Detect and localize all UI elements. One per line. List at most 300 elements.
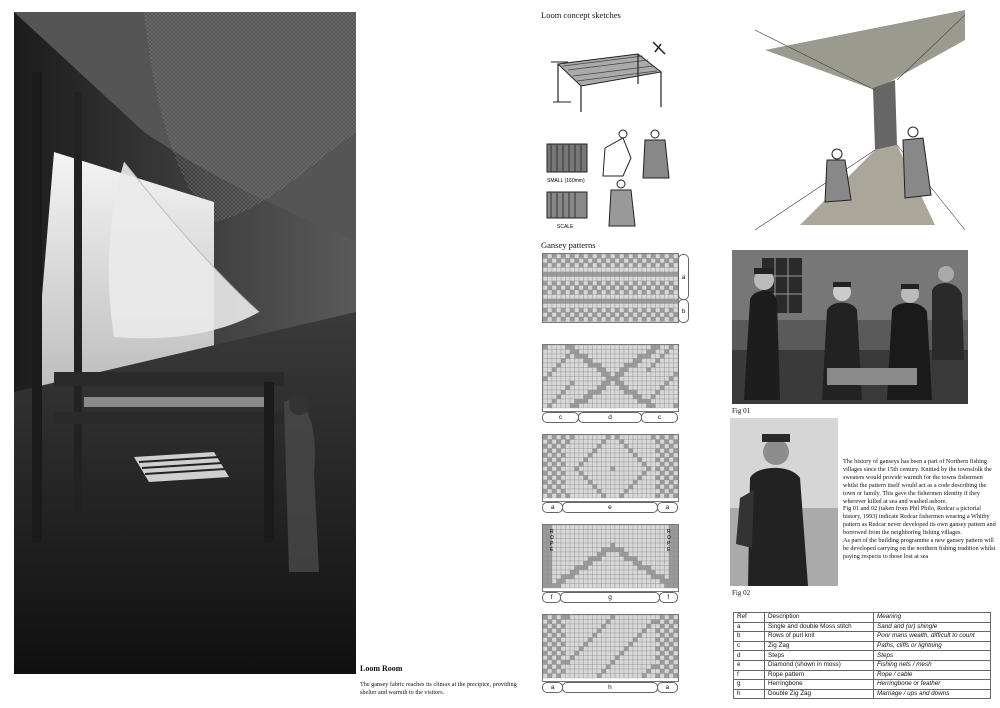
knit-cell (575, 570, 580, 575)
knit-cell (606, 290, 611, 295)
knit-cell (624, 669, 629, 674)
gansey-tab: a (542, 682, 563, 693)
knit-cell (606, 534, 611, 539)
knit-cell (584, 295, 589, 300)
knit-cell (606, 660, 611, 665)
knit-cell (602, 281, 607, 286)
knit-cell (615, 548, 620, 553)
knit-cell (615, 286, 620, 291)
knit-cell (647, 308, 652, 313)
knit-cell (593, 638, 598, 643)
knit-cell (570, 286, 575, 291)
knit-cell (660, 620, 665, 625)
knit-cell (597, 350, 602, 355)
knit-cell (575, 263, 580, 268)
knit-cell (674, 548, 679, 553)
knit-cell (575, 638, 580, 643)
knit-cell (633, 656, 638, 661)
knit-cell (570, 647, 575, 652)
history-paragraph-1: The history of ganseys has been a part of Northern fishing villages since the 15th century. Knitted by the townsfolk the sweaters would provide warmth for the towns fishermen whilst the pattern itself would act as a code describing the town or family. This gave the fishermen identity if they wherever killed at sea and washed ashore. (843, 458, 992, 505)
knit-cell (656, 395, 661, 400)
knit-cell (561, 471, 566, 476)
knit-cell (566, 651, 571, 656)
knit-cell (674, 530, 679, 535)
knit-cell (629, 543, 634, 548)
knit-cell (620, 399, 625, 404)
knit-cell (593, 313, 598, 318)
knit-cell (543, 471, 548, 476)
knit-cell (566, 377, 571, 382)
knit-cell (602, 313, 607, 318)
table-row (734, 670, 991, 680)
knit-cell (669, 656, 674, 661)
knit-cell (543, 263, 548, 268)
knit-cell (543, 345, 548, 350)
knit-cell (629, 615, 634, 620)
knit-cell (588, 525, 593, 530)
knit-cell (656, 651, 661, 656)
knit-cell (638, 290, 643, 295)
knit-cell (597, 345, 602, 350)
knit-cell (620, 440, 625, 445)
knit-cell (633, 386, 638, 391)
knit-cell (638, 377, 643, 382)
knit-cell (638, 615, 643, 620)
cell-description: Steps (765, 651, 874, 661)
knit-cell (566, 669, 571, 674)
knit-cell (624, 377, 629, 382)
knit-cell (665, 377, 670, 382)
knit-cell (552, 570, 557, 575)
knit-cell (633, 575, 638, 580)
knit-cell (615, 390, 620, 395)
knit-cell (588, 476, 593, 481)
knit-cell (633, 566, 638, 571)
knit-cell (561, 286, 566, 291)
knit-cell (611, 629, 616, 634)
knit-cell (647, 629, 652, 634)
knit-cell (597, 304, 602, 309)
gansey-panel-1-tab-a: a (678, 254, 689, 300)
knit-cell (566, 476, 571, 481)
knit-cell (566, 381, 571, 386)
knit-cell (611, 471, 616, 476)
knit-cell (557, 476, 562, 481)
knit-cell (593, 290, 598, 295)
knit-cell (665, 494, 670, 499)
knit-cell (570, 539, 575, 544)
knit-cell (629, 579, 634, 584)
knit-cell (543, 494, 548, 499)
knit-cell (633, 317, 638, 322)
knit-cell (647, 615, 652, 620)
knit-cell (665, 299, 670, 304)
knit-cell (543, 368, 548, 373)
knit-cell (557, 350, 562, 355)
knit-cell (611, 566, 616, 571)
knit-cell (566, 615, 571, 620)
knit-cell (660, 584, 665, 589)
knit-cell (606, 570, 611, 575)
knit-cell (615, 471, 620, 476)
knit-cell (620, 462, 625, 467)
knit-cell (543, 543, 548, 548)
knit-cell (656, 290, 661, 295)
knit-cell (584, 579, 589, 584)
rope-letter: E (667, 547, 671, 553)
knit-cell (570, 254, 575, 259)
gansey-panel-1-pattern (543, 254, 678, 322)
knit-cell (647, 642, 652, 647)
knit-cell (543, 651, 548, 656)
knit-cell (620, 295, 625, 300)
knit-cell (593, 570, 598, 575)
knit-cell (566, 642, 571, 647)
knit-cell (588, 290, 593, 295)
cell-meaning: Poor mans wealth, difficult to count (874, 632, 991, 642)
knit-cell (575, 620, 580, 625)
knit-cell (561, 480, 566, 485)
knit-cell (615, 350, 620, 355)
knit-cell (602, 386, 607, 391)
knit-cell (615, 317, 620, 322)
knit-cell (660, 579, 665, 584)
knit-cell (543, 259, 548, 264)
knit-cell (638, 566, 643, 571)
knit-cell (615, 467, 620, 472)
knit-cell (660, 313, 665, 318)
knit-cell (584, 386, 589, 391)
knit-cell (575, 399, 580, 404)
knit-cell (557, 313, 562, 318)
knit-cell (674, 656, 679, 661)
knit-cell (647, 304, 652, 309)
knit-cell (597, 313, 602, 318)
knit-cell (548, 494, 553, 499)
knit-cell (566, 444, 571, 449)
knit-cell (543, 647, 548, 652)
knit-cell (647, 633, 652, 638)
knit-cell (588, 539, 593, 544)
knit-cell (561, 404, 566, 409)
knit-cell (611, 272, 616, 277)
knit-cell (669, 440, 674, 445)
knit-cell (602, 584, 607, 589)
knit-cell (669, 435, 674, 440)
knit-cell (629, 467, 634, 472)
knit-cell (561, 584, 566, 589)
knit-cell (665, 620, 670, 625)
knit-cell (656, 368, 661, 373)
knit-cell (660, 642, 665, 647)
knit-cell (557, 435, 562, 440)
knit-cell (651, 561, 656, 566)
gansey-panel-3-pattern (543, 435, 678, 501)
knit-cell (674, 651, 679, 656)
knit-cell (548, 638, 553, 643)
knit-cell (543, 656, 548, 661)
knit-cell (674, 435, 679, 440)
knit-cell (629, 647, 634, 652)
knit-cell (633, 440, 638, 445)
knit-cell (570, 615, 575, 620)
knit-cell (584, 449, 589, 454)
knit-cell (602, 354, 607, 359)
knit-cell (588, 480, 593, 485)
knit-cell (566, 390, 571, 395)
knit-cell (602, 372, 607, 377)
knit-cell (660, 552, 665, 557)
knit-cell (633, 615, 638, 620)
knit-cell (638, 277, 643, 282)
knit-cell (602, 345, 607, 350)
knit-cell (575, 458, 580, 463)
knit-cell (606, 579, 611, 584)
knit-cell (597, 368, 602, 373)
knit-cell (611, 651, 616, 656)
knit-cell (647, 476, 652, 481)
knit-cell (552, 308, 557, 313)
knit-cell (570, 476, 575, 481)
knit-cell (575, 530, 580, 535)
cell-meaning: Sand and (or) shingle (874, 622, 991, 632)
knit-cell (584, 665, 589, 670)
knit-cell (638, 548, 643, 553)
knit-cell (570, 363, 575, 368)
knit-cell (552, 669, 557, 674)
knit-cell (593, 381, 598, 386)
knit-cell (615, 552, 620, 557)
knit-cell (543, 638, 548, 643)
knit-cell (579, 368, 584, 373)
knit-cell (647, 467, 652, 472)
knit-cell (570, 525, 575, 530)
knit-cell (651, 386, 656, 391)
knit-cell (656, 494, 661, 499)
knit-cell (651, 647, 656, 652)
knit-cell (597, 561, 602, 566)
knit-cell (624, 345, 629, 350)
knit-cell (638, 584, 643, 589)
knit-cell (548, 629, 553, 634)
knit-cell (575, 395, 580, 400)
knit-cell (575, 254, 580, 259)
knit-cell (597, 530, 602, 535)
knit-cell (629, 435, 634, 440)
knit-cell (642, 575, 647, 580)
knit-cell (660, 281, 665, 286)
knit-cell (665, 674, 670, 679)
knit-cell (651, 615, 656, 620)
knit-cell (606, 381, 611, 386)
knit-cell (642, 390, 647, 395)
knit-cell (584, 642, 589, 647)
knit-cell (597, 381, 602, 386)
knit-cell (543, 660, 548, 665)
knit-cell (602, 272, 607, 277)
knit-cell (629, 313, 634, 318)
knit-cell (665, 435, 670, 440)
knit-cell (602, 660, 607, 665)
knit-cell (566, 629, 571, 634)
knit-cell (593, 651, 598, 656)
knit-cell (669, 651, 674, 656)
knit-cell (656, 435, 661, 440)
knit-cell (669, 354, 674, 359)
knit-cell (665, 281, 670, 286)
knit-cell (624, 467, 629, 472)
knit-cell (656, 561, 661, 566)
knit-cell (651, 579, 656, 584)
knit-cell (579, 480, 584, 485)
knit-cell (570, 449, 575, 454)
knit-cell (588, 259, 593, 264)
knit-cell (593, 299, 598, 304)
knit-cell (543, 534, 548, 539)
knit-cell (561, 399, 566, 404)
knit-cell (674, 381, 679, 386)
knit-cell (674, 377, 679, 382)
knit-cell (588, 304, 593, 309)
knit-cell (602, 444, 607, 449)
knit-cell (597, 584, 602, 589)
knit-cell (597, 372, 602, 377)
knit-cell (624, 471, 629, 476)
knit-cell (579, 404, 584, 409)
knit-cell (575, 259, 580, 264)
knit-cell (638, 660, 643, 665)
knit-cell (566, 404, 571, 409)
knit-cell (665, 665, 670, 670)
knit-cell (579, 584, 584, 589)
knit-cell (660, 381, 665, 386)
knit-cell (642, 462, 647, 467)
knit-cell (561, 354, 566, 359)
knit-cell (620, 656, 625, 661)
knit-cell (543, 552, 548, 557)
knit-cell (620, 372, 625, 377)
knit-cell (593, 467, 598, 472)
knit-cell (579, 566, 584, 571)
knit-cell (651, 263, 656, 268)
knit-cell (602, 290, 607, 295)
knit-cell (579, 570, 584, 575)
knit-cell (593, 489, 598, 494)
knit-cell (633, 368, 638, 373)
knit-cell (638, 462, 643, 467)
knit-cell (570, 669, 575, 674)
knit-cell (615, 435, 620, 440)
table-row (734, 689, 991, 699)
knit-cell (669, 281, 674, 286)
knit-cell (606, 620, 611, 625)
knit-cell (642, 259, 647, 264)
knit-cell (579, 665, 584, 670)
knit-cell (624, 476, 629, 481)
knit-cell (561, 674, 566, 679)
knit-cell (570, 462, 575, 467)
knit-cell (602, 268, 607, 273)
knit-cell (620, 530, 625, 535)
knit-cell (584, 656, 589, 661)
knit-cell (647, 647, 652, 652)
knit-cell (611, 656, 616, 661)
knit-cell (669, 444, 674, 449)
knit-cell (543, 615, 548, 620)
gansey-panel-2-pattern (543, 345, 678, 411)
knit-cell (611, 552, 616, 557)
knit-cell (669, 363, 674, 368)
knit-cell (552, 295, 557, 300)
knit-cell (602, 263, 607, 268)
knit-cell (579, 399, 584, 404)
knit-cell (665, 638, 670, 643)
loom-sketch-2 (543, 128, 678, 236)
knit-cell (561, 390, 566, 395)
knit-cell (593, 629, 598, 634)
knit-cell (674, 471, 679, 476)
knit-cell (651, 272, 656, 277)
knit-cell (588, 660, 593, 665)
knit-cell (665, 647, 670, 652)
knit-cell (584, 299, 589, 304)
knit-cell (620, 350, 625, 355)
knit-cell (570, 295, 575, 300)
knit-cell (660, 566, 665, 571)
knit-cell (669, 467, 674, 472)
knit-cell (620, 557, 625, 562)
knit-cell (674, 534, 679, 539)
knit-cell (647, 404, 652, 409)
knit-cell (642, 534, 647, 539)
knit-cell (665, 372, 670, 377)
header-meaning: Meaning (874, 613, 991, 623)
knit-cell (665, 354, 670, 359)
knit-cell (633, 539, 638, 544)
knit-cell (642, 471, 647, 476)
knit-cell (620, 453, 625, 458)
gansey-tab: c (542, 412, 579, 423)
knit-cell (656, 386, 661, 391)
knit-cell (566, 543, 571, 548)
knit-cell (660, 295, 665, 300)
knit-cell (548, 633, 553, 638)
knit-cell (579, 372, 584, 377)
knit-cell (674, 467, 679, 472)
knit-cell (575, 453, 580, 458)
knit-cell (543, 489, 548, 494)
knit-cell (629, 494, 634, 499)
knit-cell (548, 615, 553, 620)
knit-cell (620, 525, 625, 530)
knit-cell (557, 633, 562, 638)
knit-cell (660, 665, 665, 670)
knit-cell (633, 647, 638, 652)
knit-cell (642, 489, 647, 494)
knit-cell (557, 281, 562, 286)
knit-cell (633, 304, 638, 309)
knit-cell (633, 638, 638, 643)
knit-cell (647, 458, 652, 463)
knit-cell (548, 471, 553, 476)
knit-cell (588, 566, 593, 571)
knit-cell (606, 453, 611, 458)
knit-cell (633, 660, 638, 665)
knit-cell (570, 561, 575, 566)
knit-cell (597, 570, 602, 575)
knit-cell (638, 543, 643, 548)
knit-cell (602, 539, 607, 544)
